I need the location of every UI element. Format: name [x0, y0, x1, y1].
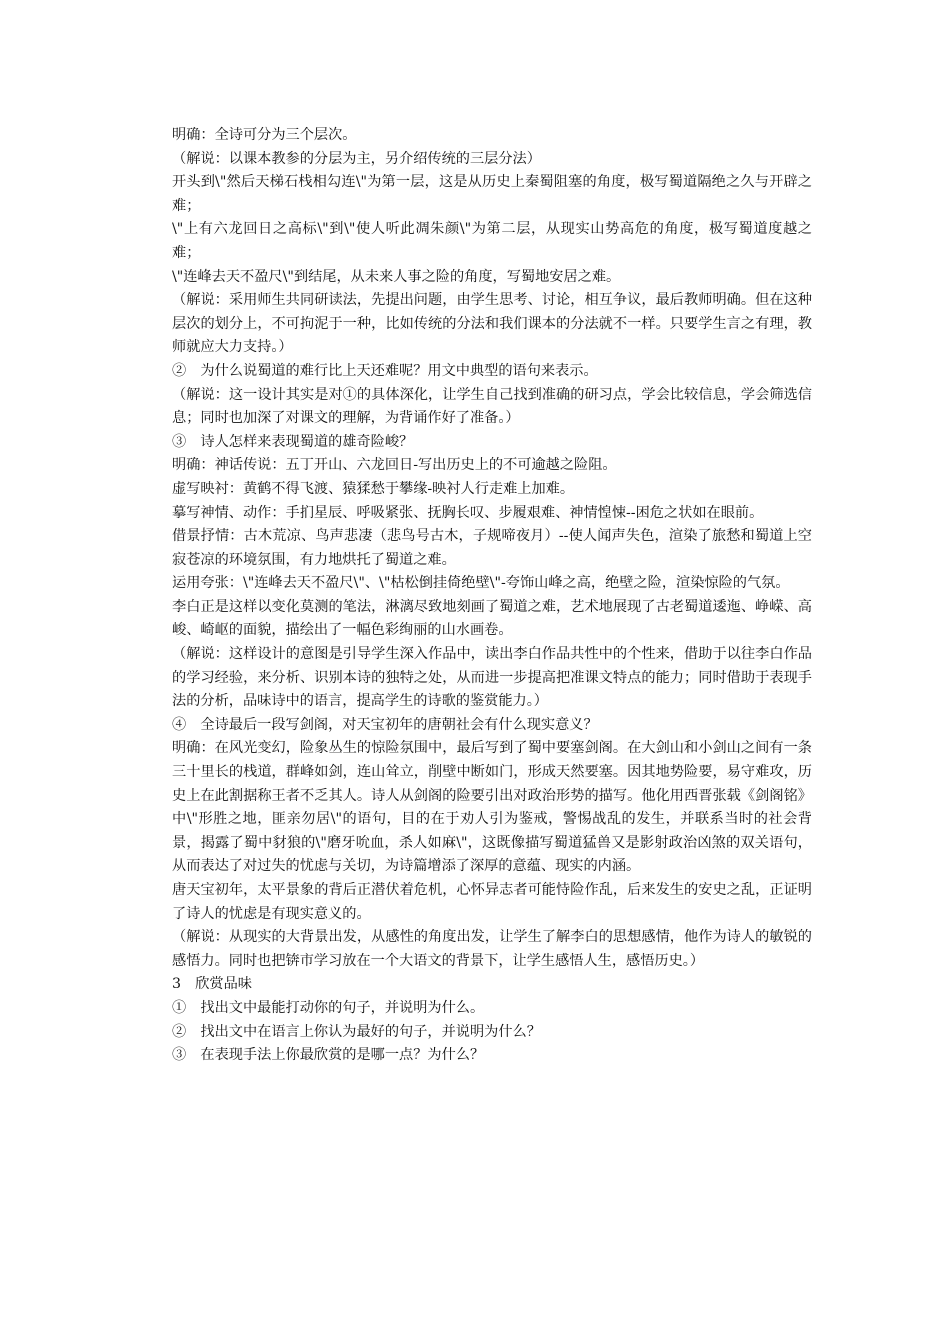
document-body — [172, 124, 812, 1068]
paragraph: （解说：这一设计其实是对①的具体深化，让学生自己找到准确的研习点，学会比较信息，学会筛选信息；同时也加深了对课文的理解，为背诵作好了准备。） — [172, 386, 812, 427]
paragraph: 李白正是这样以变化莫测的笔法，淋漓尽致地刻画了蜀道之难，艺术地展现了古老蜀道逶迤、峥嵘、高峻、崎岖的面貌，描绘出了一幅色彩绚丽的山水画卷。 — [172, 598, 812, 639]
paragraph: \"上有六龙回日之高标\"到\"使人听此凋朱颜\"为第二层，从现实山势高危的角度，极写蜀道度越之难； — [172, 221, 812, 261]
section-heading: 3 欣赏品味 — [172, 976, 252, 993]
question-item: ② 为什么说蜀道的难行比上天还难呢？用文中典型的语句来表示。 — [172, 362, 598, 379]
question-item: ④ 全诗最后一段写剑阁，对天宝初年的唐朝社会有什么现实意义？ — [172, 716, 598, 733]
paragraph: 虚写映衬：黄鹤不得飞渡、猿猱愁于攀缘-映衬人行走难上加难。 — [172, 480, 575, 497]
paragraph: 开头到\"然后天梯石栈相勾连\"为第一层，这是从历史上秦蜀阻塞的角度，极写蜀道隔绝之久与开辟之难； — [172, 174, 812, 214]
question-item: ② 找出文中在语言上你认为最好的句子，并说明为什么？ — [172, 1023, 541, 1040]
paragraph: 明确：在风光变幻，险象丛生的惊险氛围中，最后写到了蜀中要塞剑阁。在大剑山和小剑山之间有一条三十里长的栈道，群峰如剑，连山耸立，削壁中断如门，形成天然要塞。因其地势险要，易守难攻，历史上在此割据称王者不乏其人。诗人从剑阁的险要引出对政治形势的描写。他化用西晋张载《剑阁铭》中\"形胜之地，匪亲勿居\"的语句，目的在于劝人引为鉴戒，警惕战乱的发生，并联系当时的社会背景，揭露了蜀中豺狼的\"磨牙吮血，杀人如麻\"，这既像描写蜀道猛兽又是影射政治凶煞的双关语句，从而表达了对过失的忧虑与关切，为诗篇增添了深厚的意蕴、现实的内涵。 — [172, 740, 812, 875]
paragraph: （解说：从现实的大背景出发，从感性的角度出发，让学生了解李白的思想感情，他作为诗人的敏锐的感悟力。同时也把锛市学习放在一个大语文的背景下，让学生感悟人生，感悟历史。） — [172, 929, 812, 969]
paragraph: 明确：全诗可分为三个层次。 — [172, 127, 357, 143]
paragraph: 摹写神情、动作：手扪星辰、呼吸紧张、抚胸长叹、步履艰难、神情惶悚--困危之状如在眼前。 — [172, 504, 764, 521]
paragraph: （解说：这样设计的意图是引导学生深入作品中，读出李白作品共性中的个性来，借助于以往李白作品的学习经验，来分析、识别本诗的独特之处，从而进一步提高把准课文特点的能力；同时借助于表现手法的分析，品味诗中的语言，提高学生的诗歌的鉴赏能力。） — [172, 646, 812, 710]
paragraph: （解说：以课本教参的分层为主，另介绍传统的三层分法） — [172, 150, 541, 167]
question-item: ③ 在表现手法上你最欣赏的是哪一点？为什么？ — [172, 1047, 485, 1064]
paragraph: \"连峰去天不盈尺\"到结尾，从未来人事之险的角度，写蜀地安居之难。 — [172, 268, 621, 285]
paragraph: （解说：采用师生共同研读法，先提出问题，由学生思考、讨论，相互争议，最后教师明确。但在这种层次的划分上，不可拘泥于一种，比如传统的分法和我们课本的分法就不一样。只要学生言之有理，教师就应大力支持。） — [172, 292, 812, 356]
paragraph: 运用夸张：\"连峰去天不盈尺\"、\"枯松倒挂倚绝壁\"-夸饰山峰之高，绝壁之险，渲染惊险的气氛。 — [172, 575, 790, 592]
paragraph: 明确：神话传说：五丁开山、六龙回日-写出历史上的不可逾越之险阻。 — [172, 457, 617, 474]
paragraph: 唐天宝初年，太平景象的背后正潜伏着危机，心怀异志者可能恃险作乱，后来发生的安史之乱，正证明了诗人的忧虑是有现实意义的。 — [172, 882, 812, 922]
question-item: ① 找出文中最能打动你的句子，并说明为什么。 — [172, 999, 485, 1016]
question-item: ③ 诗人怎样来表现蜀道的雄奇险峻？ — [172, 433, 414, 450]
paragraph: 借景抒情：古木荒凉、鸟声悲凄（悲鸟号古木，子规啼夜月）--使人闻声失色，渲染了旅愁和蜀道上空寂苍凉的环境氛围，有力地烘托了蜀道之难。 — [172, 528, 812, 568]
